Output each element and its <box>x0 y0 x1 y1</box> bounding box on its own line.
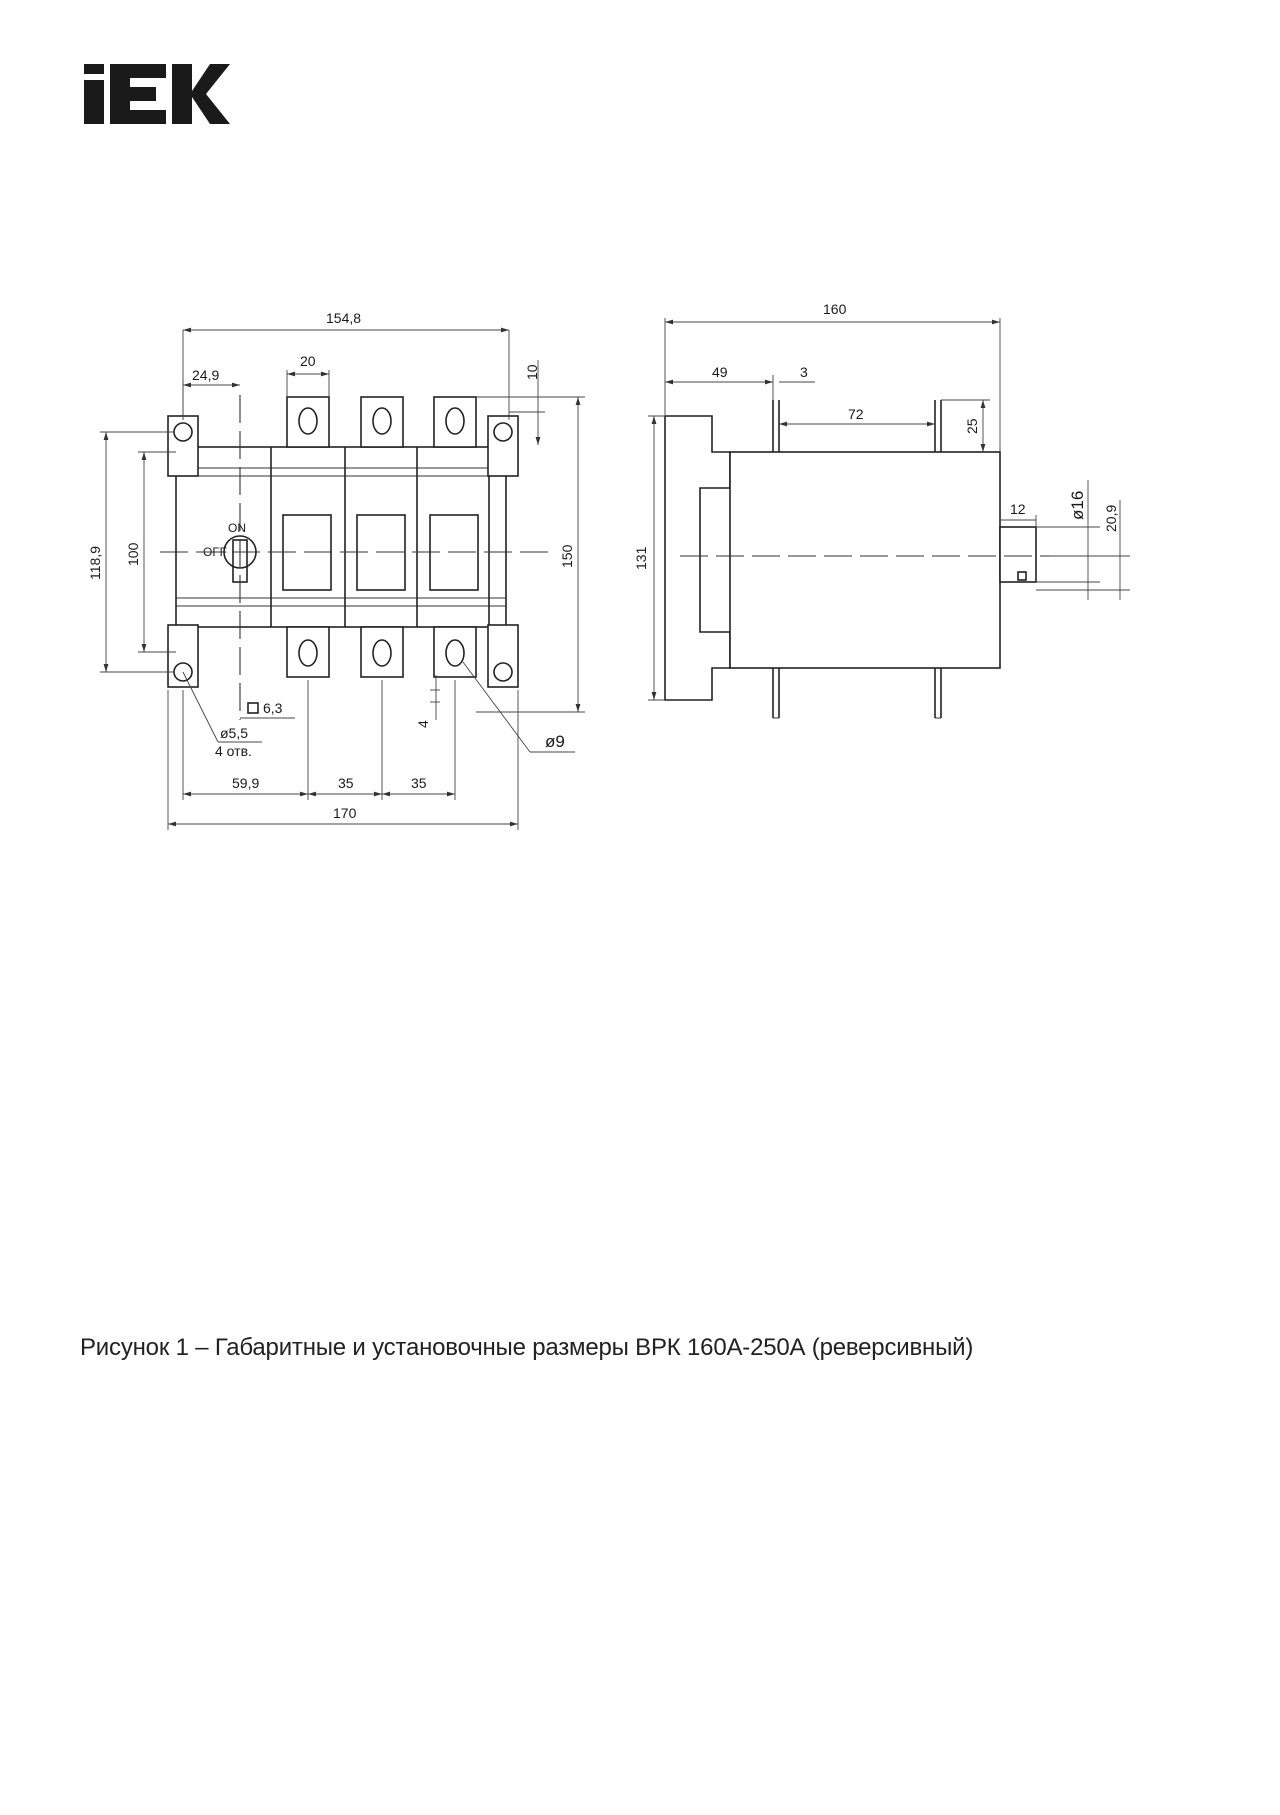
dim-hole-count: 4 отв. <box>215 743 252 759</box>
dim-59-9: 59,9 <box>232 775 260 791</box>
dim-160: 160 <box>823 301 847 317</box>
side-view <box>633 301 1130 718</box>
dim-24-9: 24,9 <box>192 367 220 383</box>
dim-12: 12 <box>1010 501 1026 517</box>
dim-10: 10 <box>524 364 540 380</box>
figure-caption: Рисунок 1 – Габаритные и установочные размеры ВРК 160А-250А (реверсивный) <box>80 1334 974 1361</box>
switch-on-label: ON <box>228 521 246 535</box>
dim-118-9: 118,9 <box>87 546 103 580</box>
dim-hole-diameter: ø5,5 <box>220 725 249 741</box>
dim-terminal-hole: ø9 <box>545 732 565 751</box>
dim-100: 100 <box>125 542 141 566</box>
dim-20: 20 <box>300 353 316 369</box>
dim-72: 72 <box>848 406 864 422</box>
dim-3: 3 <box>800 364 808 380</box>
front-view <box>87 310 585 830</box>
dim-150: 150 <box>559 544 575 568</box>
switch-off-label: OFF <box>203 545 227 559</box>
dim-25: 25 <box>964 418 980 434</box>
dimension-drawing <box>0 0 1280 900</box>
dim-170: 170 <box>333 805 357 821</box>
dim-35-b: 35 <box>411 775 427 791</box>
dim-131: 131 <box>633 546 649 570</box>
dim-shaft-diameter: ø16 <box>1068 490 1087 520</box>
dim-49: 49 <box>712 364 728 380</box>
dim-35-a: 35 <box>338 775 354 791</box>
dim-4: 4 <box>415 720 431 728</box>
dim-20-9: 20,9 <box>1103 504 1119 532</box>
dim-6-3: 6,3 <box>263 700 283 716</box>
dim-154-8: 154,8 <box>326 310 362 326</box>
